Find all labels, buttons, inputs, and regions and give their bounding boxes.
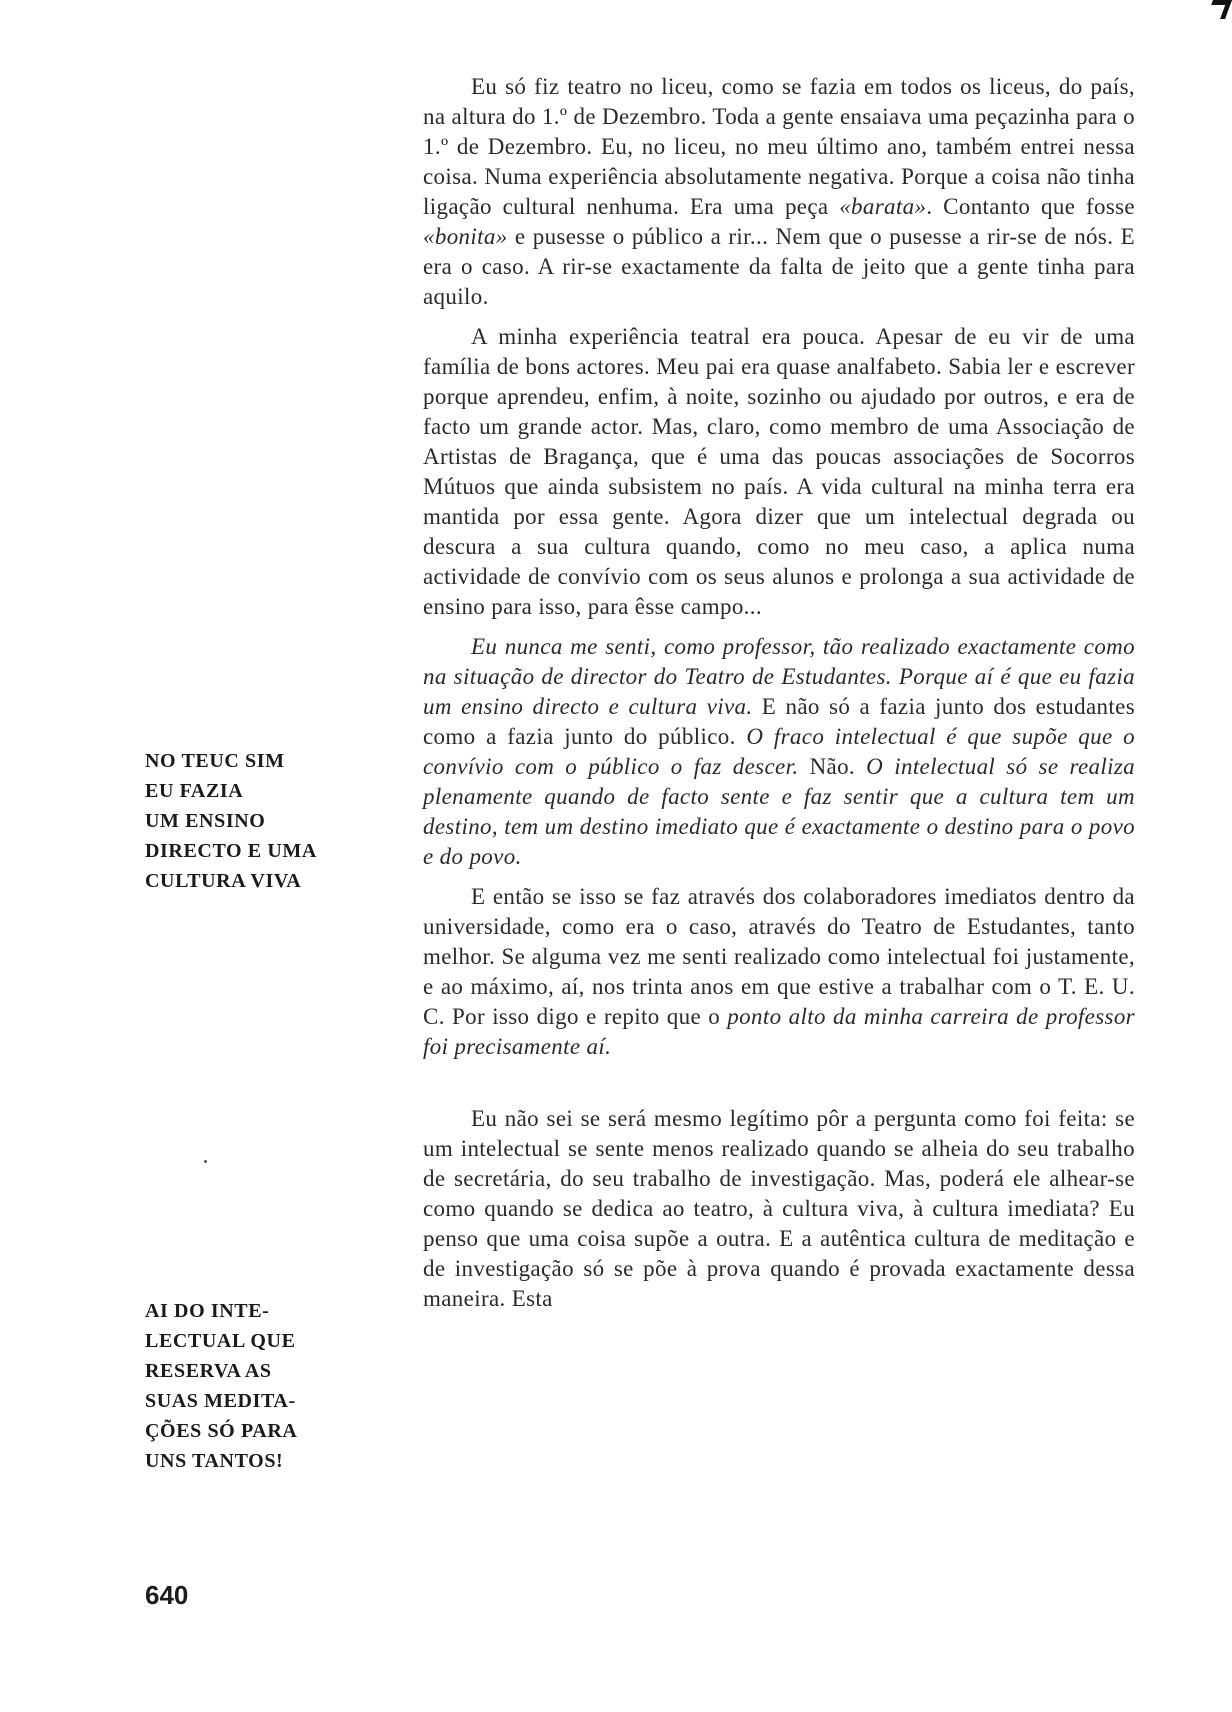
italic-segment: «barata» [839,194,927,219]
sidebar-line: LECTUAL QUE [145,1330,296,1352]
text-segment: A minha experiência teatral era pouca. Apesar de eu vir de uma família de bons actores. Meu pai era quase analfabeto. Sabia ler e escrever porque aprendeu, enfim, à noite, sozinho ou ajudado por outros, e era de facto um grande actor. Mas, claro, como membro de uma Associação de Artistas de Bragança, que é uma das poucas associações de Socorros Mútuos que ainda subsistem no país. A vida cultural na minha terra era mantida por essa gente. Agora dizer que um intelectual degrada ou descura a sua cultura quando, como no meu caso, a aplica numa actividade de convívio com os seus alunos e prolonga a sua actividade de ensino para isso, para êsse campo... [423,324,1135,619]
italic-segment: O fraco intelectual é que supõe que o convívio com o público o faz descer. [423,724,1135,779]
body-text [423,72,1135,1324]
italic-segment: ponto alto da minha carreira de professor foi precisamente aí. [423,1004,1135,1059]
sidebar-line: SUAS MEDITA- [145,1390,296,1412]
paragraph [423,322,1135,622]
paragraph [423,72,1135,312]
sidebar-line: DIRECTO E UMA [145,840,317,862]
sidebar-line: CULTURA VIVA [145,870,302,892]
text-segment: . Contanto que fosse [926,194,1135,219]
text-segment: E não só a fazia junto dos estudantes como a fazia junto do público. [423,694,1135,749]
paragraph [423,632,1135,872]
sidebar-line: NO TEUC SIM [145,750,285,772]
text-segment: Eu só fiz teatro no liceu, como se fazia em todos os liceus, do país, na altura do 1.º de Dezembro. Toda a gente ensaiava uma peçazinha para o 1.º de Dezembro. Eu, no liceu, no meu último ano, também entrei nessa coisa. Numa experiência absolutamente negativa. Porque a coisa não tinha ligação cultural nenhuma. Era uma peça [423,74,1135,219]
text-segment: e pusesse o público a rir... Nem que o pusesse a rir-se de nós. E era o caso. A rir-se exactamente da falta de jeito que a gente tinha para aquilo. [423,224,1135,309]
paragraph [423,1104,1135,1314]
sidebar-line: UM ENSINO [145,810,266,832]
corner-mark [1206,0,1232,19]
page-number: 640 [145,1580,189,1610]
paragraph [423,882,1135,1062]
sidebar-note-intelectual [145,1296,370,1476]
sidebar-line: AI DO INTE- [145,1300,270,1322]
text-segment: E então se isso se faz através dos colaboradores imediatos dentro da universidade, como era o caso, através do Teatro de Estudantes, tanto melhor. Se alguma vez me senti realizado como intelectual foi justamente, e ao máximo, aí, nos trinta anos em que estive a trabalhar com o T. E. U. C. Por isso digo e repito que o [423,884,1135,1029]
italic-segment: «bonita» [423,224,508,249]
sidebar-line: RESERVA AS [145,1360,272,1382]
sidebar-line: UNS TANTOS! [145,1450,284,1472]
sidebar-line: ÇÕES SÓ PARA [145,1420,298,1442]
italic-segment: Eu nunca me senti, como professor, tão realizado exactamente como na situação de director do Teatro de Estudantes. Porque aí é que eu fazia um ensino directo e cultura viva. [423,634,1135,719]
sidebar-line: EU FAZIA [145,780,244,802]
italic-segment: O intelectual só se realiza plenamente quando de facto sente e faz sentir que a cultura tem um destino, tem um destino imediato que é exactamente o destino para o povo e do povo. [423,754,1135,869]
stray-dot [204,1160,207,1163]
sidebar-note-teuc [145,746,370,896]
text-segment: Eu não sei se será mesmo legítimo pôr a pergunta como foi feita: se um intelectual se sente menos realizado quando se alheia do seu trabalho de secretária, do seu trabalho de investigação. Mas, poderá ele alhear-se como quando se dedica ao teatro, à cultura viva, à cultura imediata? Eu penso que uma coisa supõe a outra. E a autêntica cultura de meditação e de investigação só se põe à prova quando é provada exactamente dessa maneira. Esta [423,1106,1135,1311]
text-segment: Não. [798,754,867,779]
